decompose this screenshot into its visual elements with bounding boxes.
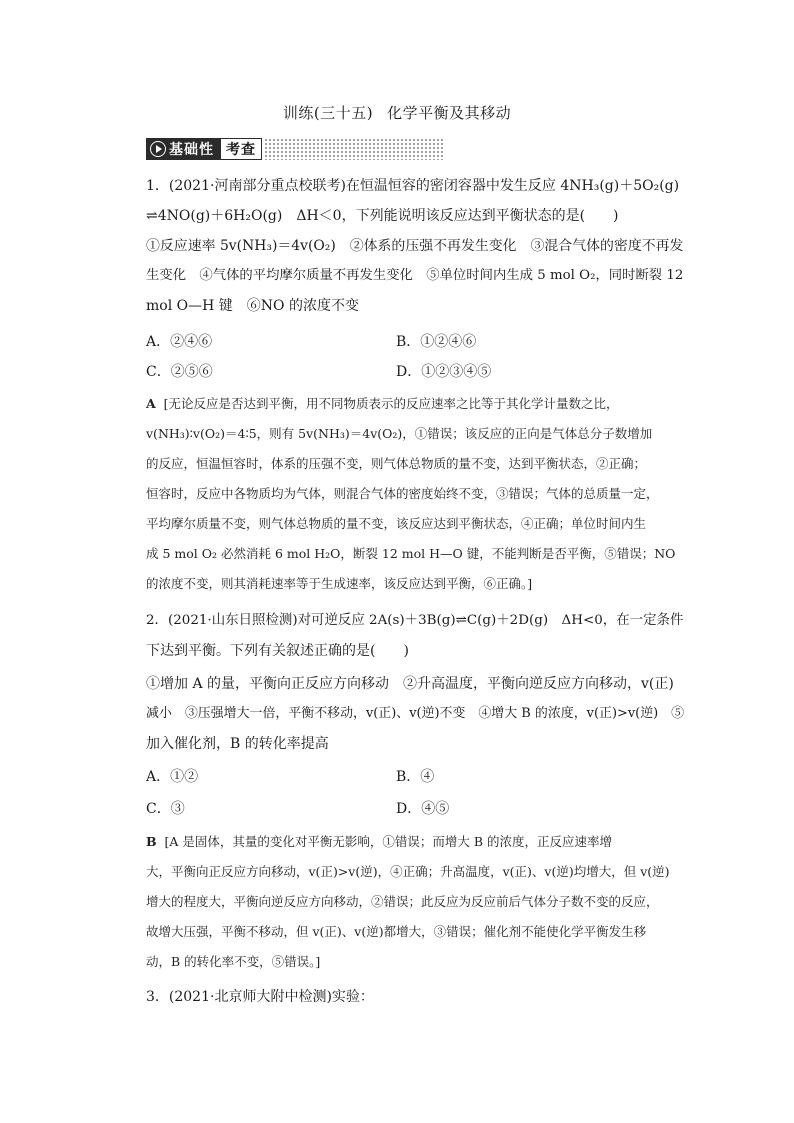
q1-option-d: D．①②③④⑤ <box>396 364 492 380</box>
q1-answer-line: 的反应，恒温恒容时，体系的压强不变，则气体总物质的量不变，达到平衡状态，②正确； <box>146 456 647 471</box>
q1-option-b: B．①②④⑥ <box>396 334 477 350</box>
section-sub-label: 考查 <box>220 138 262 160</box>
section-tag-label: 基础性 <box>169 142 214 158</box>
section-tag <box>146 138 220 160</box>
q1-answer-line: 平均摩尔质量不变，则气体总物质的量不变，该反应达到平衡状态，④正确；单位时间内生 <box>146 516 647 531</box>
q1-answer-text: [无论反应是否达到平衡，用不同物质表示的反应速率之比等于其化学计量数之比， <box>163 396 619 411</box>
section-banner <box>146 138 444 160</box>
q1-answer-line: 的浓度不变，则其消耗速率等于生成速率，该反应达到平衡，⑥正确。] <box>146 576 533 591</box>
q2-option-c: C．③ <box>146 801 185 817</box>
q1-option-c: C．②⑤⑥ <box>146 364 213 380</box>
q2-line: 2．(2021·山东日照检测)对可逆反应 2A(s)＋3B(g)⇌C(g)＋2D(g) ΔH<0，在一定条件 <box>146 613 684 628</box>
q2-answer-text: [A 是固体，其量的变化对平衡无影响，①错误；而增大 B 的浓度，正反应速率增 <box>164 834 613 849</box>
q2-option-d: D．④⑤ <box>396 801 450 817</box>
q2-line: 减小 ③压强增大一倍，平衡不移动，v(正)、v(逆)不变 ④增大 B 的浓度，v(正)>v(逆) ⑤ <box>146 706 685 721</box>
q1-line: mol O—H 键 ⑥NO 的浓度不变 <box>146 298 359 314</box>
q2-line: 下达到平衡。下列有关叙述正确的是( ) <box>146 643 409 659</box>
q2-answer-line: 大，平衡向正反应方向移动，v(正)>v(逆)，④正确；升高温度，v(正)、v(逆)均增大，但 v(逆) <box>146 864 670 879</box>
q2-answer-key: B <box>146 834 157 849</box>
play-circle-icon <box>150 141 166 157</box>
q2-line: ①增加 A 的量，平衡向正反应方向移动 ②升高温度，平衡向逆反应方向移动，v(正) <box>146 676 674 692</box>
q1-line: ⇌4NO(g)＋6H₂O(g) ΔH＜0，下列能说明该反应达到平衡状态的是( ) <box>146 208 619 224</box>
q1-answer-line: v(NH₃)∶v(O₂)＝4∶5，则有 5v(NH₃)＝4v(O₂)，①错误；该反应的正向是气体总分子数增加 <box>146 426 653 441</box>
q2-answer-line: 故增大压强，平衡不移动，但 v(正)、v(逆)都增大，③错误；催化剂不能使化学平衡发生移 <box>146 924 647 939</box>
page-title-topic: 化学平衡及其移动 <box>387 104 512 122</box>
page-title-number: 训练(三十五) <box>282 104 374 122</box>
q1-answer-key: A <box>146 396 156 411</box>
q1-line: 1．(2021·河南部分重点校联考)在恒温恒容的密闭容器中发生反应 4NH₃(g)＋5O₂(g) <box>146 178 680 194</box>
q3-line: 3．(2021·北京师大附中检测)实验： <box>146 989 374 1005</box>
q2-line: 加入催化剂，B 的转化率提高 <box>146 736 329 752</box>
q1-option-a: A．②④⑥ <box>146 334 213 350</box>
q1-answer-line: 恒容时，反应中各物质均为气体，则混合气体的密度始终不变，③错误；气体的总质量一定， <box>146 486 659 501</box>
q1-answer-line <box>146 394 619 414</box>
page-title <box>0 102 794 123</box>
q2-answer-line: 动，B 的转化率不变，⑤错误。] <box>146 954 321 969</box>
q1-line: 生变化 ④气体的平均摩尔质量不再发生变化 ⑤单位时间内生成 5 mol O₂，同时断裂 12 <box>146 268 684 283</box>
q2-option-a: A．①② <box>146 769 199 785</box>
q1-answer-line: 成 5 mol O₂ 必然消耗 6 mol H₂O，断裂 12 mol H—O 键，不能判断是否平衡，⑤错误；NO <box>146 546 676 561</box>
dotted-rule <box>264 138 444 160</box>
q1-line: ①反应速率 5v(NH₃)＝4v(O₂) ②体系的压强不再发生变化 ③混合气体的密度不再发 <box>146 238 684 254</box>
q2-answer-line: 增大的程度大，平衡向逆反应方向移动，②错误；此反应为反应前后气体分子数不变的反应， <box>146 894 659 909</box>
q2-answer-line <box>146 832 612 852</box>
q2-option-b: B．④ <box>396 769 435 785</box>
